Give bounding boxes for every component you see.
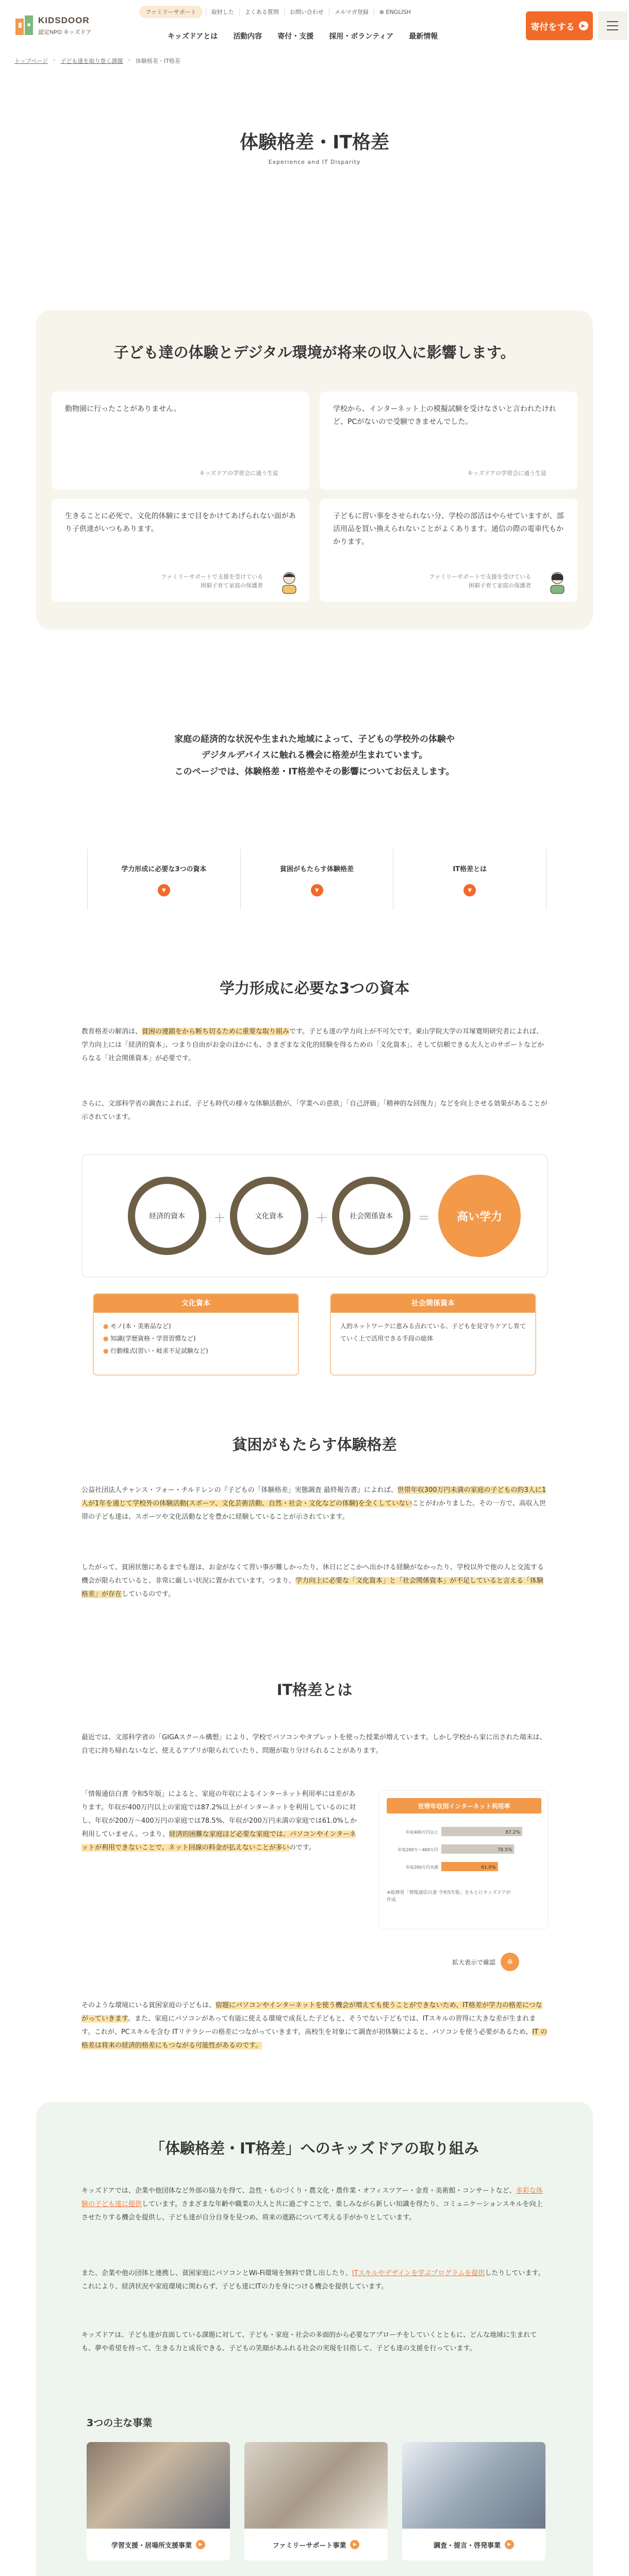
util-english[interactable] — [374, 9, 416, 15]
breadcrumb — [14, 57, 180, 65]
tab-it[interactable] — [393, 849, 547, 910]
chart-category-label: 年収200万円未満 — [405, 1865, 438, 1870]
ring-economic: 経済的資本 — [128, 1177, 206, 1255]
capital-paragraph-2: さらに、文部科学省の調査によれば、子ども時代の様々な体験活動が、「学業への意欲」「自己評価」「精神的な回復力」などを向上させる効果があることが示されています。 — [81, 1100, 548, 1121]
business-label — [244, 2529, 388, 2561]
text-span: そのような環境にいる貧困家庭の子どもは、 — [81, 2002, 216, 2009]
chevron-down-icon: ▼ — [158, 884, 170, 896]
anchor-tabs — [88, 849, 547, 910]
text-span: 。また、家庭にパソコンがあって有能に使える環境で成長した子どもと、そうでない子どもでは、ITスキルの習得に大きな差が生まれます。これが、PCスキルを含む ITリテラシーの格差につながっていきます。高校生を対象にて調査が初体験によると、パソコンを使う必要があるため、 — [81, 2015, 536, 2036]
business-label-text: 調査・提言・啓発事業 — [433, 2541, 501, 2550]
logo-subtext: 認定NPO キッズドア — [38, 29, 92, 36]
voice-speaker: ファミリーサポートで支援を受けている 困窮子育て家庭の保護者 — [429, 573, 531, 589]
nav-news[interactable]: 最新情報 — [409, 32, 438, 41]
breadcrumb-issues[interactable]: 子ども達を取り巻く課題 — [60, 58, 123, 64]
section-heading-kidsdoor: 「体験格差・IT格差」へのキッズドアの取り組み — [150, 2140, 479, 2157]
chevron-right-icon: › — [128, 57, 130, 63]
list-item — [103, 1345, 289, 1357]
highlight-text: 経済的困難な家庭ほど必要な家庭では、パソコンやインターネットが利用できないことで、ネット回線の料金が払えないことが多い — [81, 1831, 356, 1852]
zoom-link[interactable] — [452, 1953, 519, 1971]
chevron-down-icon: ▼ — [311, 884, 323, 896]
nav-about[interactable]: キッズドアとは — [168, 32, 218, 41]
text-span: したりしています。これにより、経済状況や家庭環境に関わらず、子ども達にITの力を身につける機会を提供しています。 — [81, 2269, 545, 2291]
poverty-paragraph-2 — [81, 1561, 548, 1601]
chevron-right-icon: › — [53, 57, 56, 63]
it-paragraph-3 — [81, 1999, 548, 2053]
plus-icon: ＋ — [213, 1211, 226, 1225]
parent-illustration-icon — [278, 570, 300, 595]
page-title: 体験格差・IT格差 — [240, 132, 389, 153]
chart-value-label: 78.5% — [497, 1848, 512, 1853]
bullet-icon: ● — [103, 1335, 111, 1342]
business-label — [402, 2529, 545, 2561]
text-span: キッズドアでは、企業や他団体など外部の協力を得て、急性・ものづくり・農文化・農作業・オフィスツアー・金育・美術館・コンサートなど、 — [81, 2187, 516, 2195]
it-paragraph: 最近では、文部科学省の「GIGAスクール構想」により、学校でパソコンやタブレットを使った授業が増えています。しかし学校から家に出された端末は、自宅に持ち帰れないなど、使えるアプリが限られていたり、問題が取り分けられることがあります。 — [81, 1734, 547, 1755]
chart-category-label: 年収200万〜400万円 — [398, 1848, 438, 1852]
poverty-paragraph — [81, 1484, 548, 1524]
card-title: 文化資本 — [94, 1294, 298, 1313]
highlight-text: 世帯年収300万円未満の家庭の子どもの約3人に1人が1年を通じて学校外の体験活動(スポーツ、文化芸術活動、自然・社会・文化などの体験)を全くしていない — [81, 1486, 547, 1507]
site-header — [0, 0, 629, 52]
business-label-text: ファミリーサポート事業 — [272, 2541, 346, 2550]
voice-text: 学校から、インターネット上の模擬試験を受けなさいと言われたけれど、PCがないので受験できませんでした。 — [333, 405, 556, 427]
voice-text: 子どもに習い事をさせられない分、学校の部活はやらせていますが、部活用品を買い換えられないことがよくあります。通信の際の電車代もかかります。 — [333, 512, 564, 547]
chart-value-label: 87.2% — [505, 1830, 520, 1835]
text-span: 「情報通信白書 令和5年版」によると、家庭の年収によるインターネット利用率には差があります。年収が400万円以上の家庭では87.2%以上がインターネットを利用しているのに対し、年収が200万〜400万円の家庭では78.5%、年収が200万円未満の家庭では61.0%しか利用していません。つまり、 — [81, 1790, 357, 1838]
util-family-support[interactable]: ファミリーサポート — [139, 6, 203, 18]
donate-button[interactable] — [526, 11, 593, 40]
list-item-text: モノ(本・美術品など) — [110, 1323, 171, 1330]
text-span: ことがわかりました。その一方で、高収入世帯の子ども達は、スポーツや文化活動などを豊かに経験していることが示されています。 — [81, 1500, 546, 1521]
main-nav — [168, 31, 438, 41]
section-heading-poverty: 貧困がもたらす体験格差 — [232, 1436, 397, 1453]
highlight-text: 学力向上に必要な「文化資本」と「社会関係資本」が不足していると言える「体験格差」が存在 — [81, 1577, 543, 1598]
menu-button[interactable] — [598, 11, 627, 40]
ring-cultural: 文化資本 — [230, 1177, 308, 1255]
breadcrumb-home[interactable]: トップページ — [14, 58, 48, 64]
result-high-achievement: 高い学力 — [438, 1175, 521, 1257]
donate-label: 寄付をする — [531, 22, 575, 32]
text-span: しているのです。 — [122, 1590, 175, 1598]
capital-diagram — [81, 1154, 548, 1278]
logo-mark-icon — [14, 14, 35, 37]
bullet-icon: ● — [103, 1323, 111, 1330]
tab-poverty[interactable] — [240, 849, 394, 910]
business-photo — [244, 2442, 388, 2529]
chart-svg — [379, 1791, 549, 1930]
highlight-text: 宿題にパソコンやインターネットを使う機会が増えても使うことができないため、IT格差が学力の格差につながっていきます — [81, 2002, 542, 2023]
voice-speaker: キッズドアの学習会に通う生徒 — [467, 470, 547, 477]
voice-text: 生きることに必死で、文化的体験にまで目をかけてあげられない面があり子供達がいつもあります。 — [65, 512, 296, 534]
chart-title: 世帯年収別インターネット利用率 — [418, 1803, 510, 1810]
chart-category-label: 年収400万円以上 — [405, 1830, 438, 1835]
util-media[interactable]: 取材した — [206, 8, 239, 16]
business-photo — [87, 2442, 230, 2529]
globe-icon: ⊕ — [379, 8, 386, 15]
business-heading: 3つの主な事業 — [87, 2417, 153, 2429]
lead-text — [0, 732, 629, 780]
arrow-right-icon: ▶ — [196, 2540, 205, 2549]
text-span: しています。さまざまな年齢や職業の大人と共に過ごすことで、楽しみながら新しい知識を得たり、コミュニケーションスキルを向上させたりする機会を提供し、子ども達が自分自身を見つめ、将来の進路について考える手がかりとしています。 — [81, 2200, 543, 2222]
util-faq[interactable]: よくある質問 — [239, 8, 284, 16]
arrow-right-icon: ▶ — [579, 21, 588, 30]
voice-card — [320, 392, 577, 489]
text-span: のです。 — [289, 1844, 316, 1852]
arrow-right-icon: ▶ — [350, 2540, 359, 2549]
highlight-text: IT の格差は将来の経済的格差にもつながる可能性があるのです。 — [81, 2028, 548, 2049]
lead-line: このページでは、体験格差・IT格差やその影響についてお伝えします。 — [174, 766, 455, 777]
util-newsletter[interactable]: メルマガ登録 — [329, 8, 374, 16]
parent-illustration-icon — [547, 570, 568, 595]
business-card[interactable] — [87, 2442, 230, 2561]
nav-support[interactable]: 寄付・支援 — [277, 32, 314, 41]
bullet-icon: ● — [103, 1347, 111, 1354]
voice-speaker: キッズドアの学習会に通う生徒 — [199, 470, 278, 477]
zoom-label: 拡大表示で確認 — [452, 1958, 496, 1966]
utility-bar — [139, 5, 416, 19]
tab-capital[interactable] — [87, 849, 241, 910]
card-title: 社会関係資本 — [331, 1294, 535, 1313]
text-span: です。子ども達の学力向上が不可欠です。東山学院大学の耳塚寛明研究者によれば、学力向上には「経済的資本」、つまり自由がお金のほかにも、さまざまな文化的経験を得るための「文化資本」、そして信頼できる大人とのサポートなどからなる「社会関係資本」が必要です。 — [81, 1028, 544, 1062]
site-logo[interactable] — [14, 14, 92, 39]
equals-icon: ＝ — [418, 1211, 430, 1225]
lead-line: デジタルデバイスに触れる機会に格差が生まれています。 — [201, 750, 428, 761]
cultural-capital-card — [93, 1293, 299, 1376]
internet-usage-chart — [379, 1790, 548, 1929]
hamburger-icon — [607, 21, 618, 22]
nav-recruit[interactable]: 採用・ボランティア — [329, 32, 394, 41]
tab-label: 貧困がもたらす体験格差 — [280, 866, 354, 873]
page-subtitle: Experience and IT Disparity — [268, 159, 361, 165]
util-english-label: ENGLISH — [386, 8, 411, 15]
kidsdoor-paragraph-3: キッズドアは、子ども達が直面している課題に対して、子ども・家庭・社会の多面的から必要なアプローチをしていくとともに、どんな地域に生まれても、夢や希望を持って、生きる力と成長できる、子どもの笑顔があふれる社会の実現を目指して、子ども達の支援を行っています。 — [81, 2331, 537, 2352]
lead-line: 家庭の経済的な状況や生まれた地域によって、子どもの学校外の体験や — [174, 734, 455, 744]
chevron-down-icon: ▼ — [464, 884, 476, 896]
list-item-text: 知識(学歴資格・学習習慣など) — [110, 1335, 196, 1342]
nav-activities[interactable]: 活動内容 — [233, 32, 262, 41]
section-heading-capital: 学力形成に必要な3つの資本 — [219, 979, 410, 997]
business-card[interactable] — [402, 2442, 545, 2561]
list-item — [103, 1320, 289, 1332]
it-paragraph-2 — [81, 1788, 360, 1855]
zoom-icon: ⊕ — [501, 1953, 519, 1971]
voice-text: 動物園に行ったことがありません。 — [65, 405, 181, 413]
text-span: 教育格差の解消は、 — [81, 1028, 142, 1036]
ring-social: 社会関係資本 — [332, 1177, 410, 1255]
link-text[interactable]: ITスキルやデザインを学ぶプログラムを提供 — [352, 2269, 485, 2277]
text-span: したがって、貧困状態にあるまでも遅は、お金がなくて習い事が難しかったり、休日にどこかへ出かける経験がなかったり、学校以外で他の人と交流する機会が限られていると、非常に厳しい状況に置かれています。つまり、 — [81, 1564, 544, 1585]
capital-paragraph — [81, 1025, 548, 1065]
chart-value-label: 61.0% — [481, 1865, 496, 1870]
chart-note: ※総務省「情報通信白書 令和5年版」をもとにキッズドアが作成 — [387, 1890, 511, 1903]
business-label — [87, 2529, 230, 2561]
intro-heading: 子ども達の体験とデジタル環境が将来の収入に影響します。 — [113, 344, 516, 361]
breadcrumb-current: 体験格差・IT格差 — [135, 58, 180, 64]
voice-speaker: ファミリーサポートで支援を受けている 困窮子育て家庭の保護者 — [161, 573, 263, 589]
kidsdoor-paragraph — [81, 2184, 548, 2225]
business-label-text: 学習支援・居場所支援事業 — [111, 2541, 192, 2550]
business-photo — [402, 2442, 545, 2529]
highlight-text: 貧困の連鎖をから断ち切るために重要な取り組み — [142, 1028, 290, 1036]
list-item-text: 行動様式(習い・岐求不足試験など) — [110, 1347, 208, 1354]
text-span: また、企業や他の団体と連携し、貧困家庭にパソコンとWi-Fi環境を無料で貸し出したり、 — [81, 2269, 352, 2277]
text-span: 公益社団法人チャンス・フォー・チルドレンの『子どもの「体験格差」実態調査 最終報告書』によれば、 — [81, 1486, 398, 1494]
business-card[interactable] — [244, 2442, 388, 2561]
tab-label: 学力形成に必要な3つの資本 — [121, 866, 207, 873]
arrow-right-icon: ▶ — [505, 2540, 514, 2549]
voice-card — [52, 392, 309, 489]
tab-label: IT格差とは — [453, 866, 487, 873]
social-capital-card — [330, 1293, 536, 1376]
voice-card — [320, 499, 577, 602]
card-text: 人的ネットワークに恵みる点れている、子どもを見守りケアし育てていく上で活用できる手段の総体 — [340, 1323, 526, 1342]
voice-card — [52, 499, 309, 602]
logo-text: KIDSDOOR — [38, 15, 90, 25]
kidsdoor-paragraph-2 — [81, 2267, 548, 2294]
link-text[interactable]: 多彩な体験の子ども達に提供 — [81, 2187, 543, 2208]
util-contact[interactable]: お問い合わせ — [284, 8, 329, 16]
list-item — [103, 1332, 289, 1345]
section-heading-it: IT格差とは — [276, 1681, 353, 1699]
plus-icon: ＋ — [316, 1211, 328, 1225]
